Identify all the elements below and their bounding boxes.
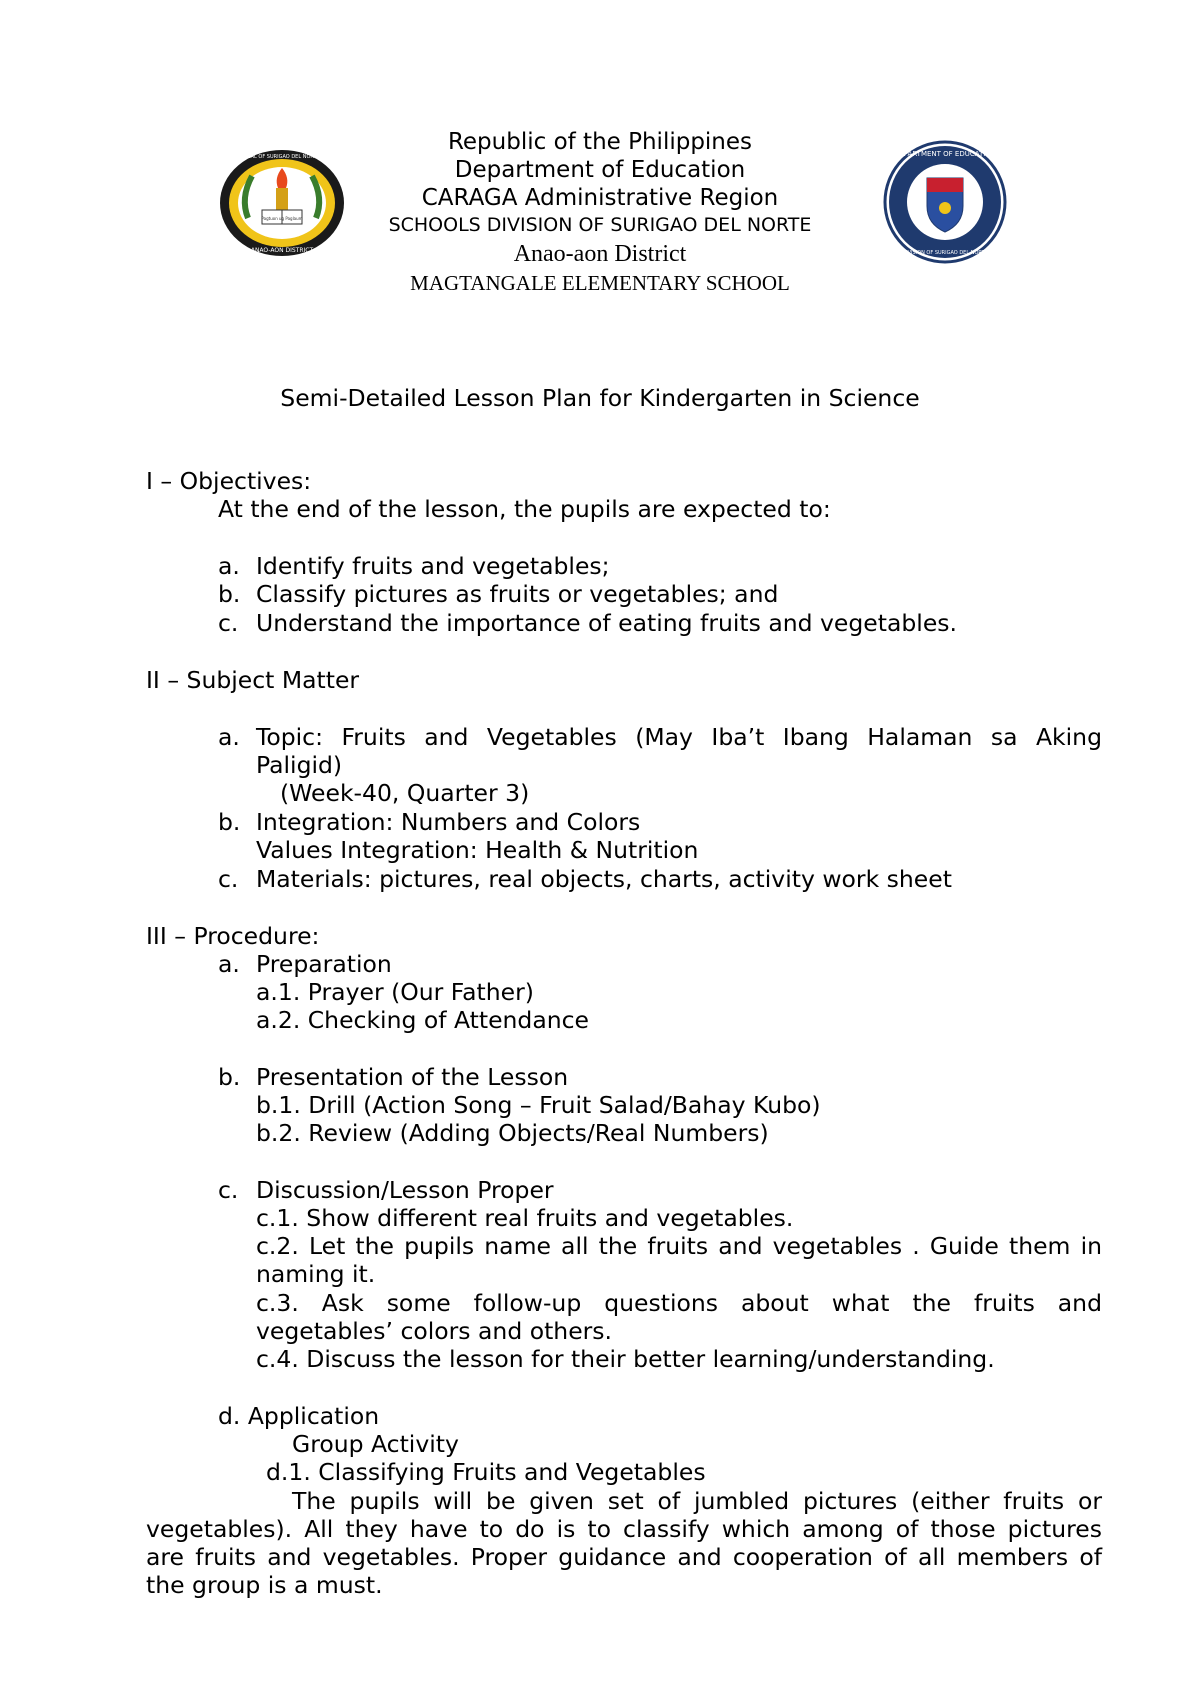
objective-item: Identify fruits and vegetables; [256, 552, 610, 580]
procedure-step: c.1. Show different real fruits and vegetables. [256, 1204, 794, 1232]
procedure-discussion: Discussion/Lesson Proper [256, 1176, 554, 1204]
subject-topic-week: (Week-40, Quarter 3) [280, 779, 530, 807]
header-school: MAGTANGALE ELEMENTARY SCHOOL [410, 271, 790, 295]
procedure-presentation: Presentation of the Lesson [256, 1063, 569, 1091]
header-district: Anao-aon District [513, 241, 687, 267]
subject-integration: Integration: Numbers and Colors [256, 808, 641, 836]
procedure-step: c.2. Let the pupils name all the fruits and vegetables . Guide them in [256, 1232, 1102, 1260]
procedure-application: d. Application [218, 1402, 380, 1430]
activity-paragraph-line: vegetables). All they have to do is to classify which among of those pictures [146, 1515, 1102, 1543]
objective-marker: b. [218, 580, 241, 608]
subject-matter-heading: II – Subject Matter [146, 666, 360, 694]
objective-item: Understand the importance of eating fruits and vegetables. [256, 609, 957, 637]
procedure-heading: III – Procedure: [146, 922, 320, 950]
procedure-marker: b. [218, 1063, 241, 1091]
objective-item: Classify pictures as fruits or vegetables; and [256, 580, 779, 608]
activity-paragraph-line: The pupils will be given set of jumbled pictures (either fruits or [292, 1487, 1102, 1515]
objectives-intro: At the end of the lesson, the pupils are expected to: [218, 495, 831, 523]
procedure-step: b.1. Drill (Action Song – Fruit Salad/Bahay Kubo) [256, 1091, 821, 1119]
header-department: Department of Education [454, 157, 746, 183]
procedure-step: c.4. Discuss the lesson for their better learning/understanding. [256, 1345, 995, 1373]
procedure-marker: c. [218, 1176, 239, 1204]
header-region: CARAGA Administrative Region [421, 185, 779, 211]
objective-marker: a. [218, 552, 240, 580]
procedure-step: d.1. Classifying Fruits and Vegetables [266, 1458, 706, 1486]
header-country: Republic of the Philippines [447, 129, 753, 155]
procedure-group-activity: Group Activity [292, 1430, 459, 1458]
subject-marker: c. [218, 865, 239, 893]
left-logo-ring-top: SEAL OF SURIGAO DEL NORTE [244, 154, 320, 160]
subject-marker: a. [218, 723, 240, 751]
procedure-step: c.3. Ask some follow-up questions about what the fruits and [256, 1289, 1102, 1317]
right-logo-ring-top: DEPARTMENT OF EDUCATION [893, 150, 997, 158]
activity-paragraph-line: the group is a must. [146, 1571, 383, 1599]
procedure-preparation: Preparation [256, 950, 392, 978]
header-division: SCHOOLS DIVISION OF SURIGAO DEL NORTE [388, 214, 812, 236]
left-logo-ring-bottom: ANAO-AON DISTRICT [250, 247, 314, 254]
lesson-plan-title: Semi-Detailed Lesson Plan for Kindergarten in Science [280, 384, 920, 412]
procedure-step: a.1. Prayer (Our Father) [256, 978, 534, 1006]
procedure-step: a.2. Checking of Attendance [256, 1006, 590, 1034]
subject-marker: b. [218, 808, 241, 836]
objectives-heading: I – Objectives: [146, 467, 312, 495]
subject-materials: Materials: pictures, real objects, charts, activity work sheet [256, 865, 952, 893]
right-logo-ring-bottom: DIVISION OF SURIGAO DEL NORTE [902, 250, 988, 256]
activity-paragraph-line: are fruits and vegetables. Proper guidance and cooperation of all members of [146, 1543, 1102, 1571]
objective-marker: c. [218, 609, 239, 637]
procedure-marker: a. [218, 950, 240, 978]
procedure-step-cont: vegetables’ colors and others. [256, 1317, 613, 1345]
subject-topic-line-2: Paligid) [256, 751, 343, 779]
subject-topic-line: Topic: Fruits and Vegetables (May Iba’t Ibang Halaman sa Aking [256, 723, 1102, 751]
left-logo-book-text: Pagtuon ug Paglaum [261, 216, 303, 221]
procedure-step-cont: naming it. [256, 1260, 376, 1288]
procedure-step: b.2. Review (Adding Objects/Real Numbers) [256, 1119, 769, 1147]
subject-values-integration: Values Integration: Health & Nutrition [256, 836, 699, 864]
